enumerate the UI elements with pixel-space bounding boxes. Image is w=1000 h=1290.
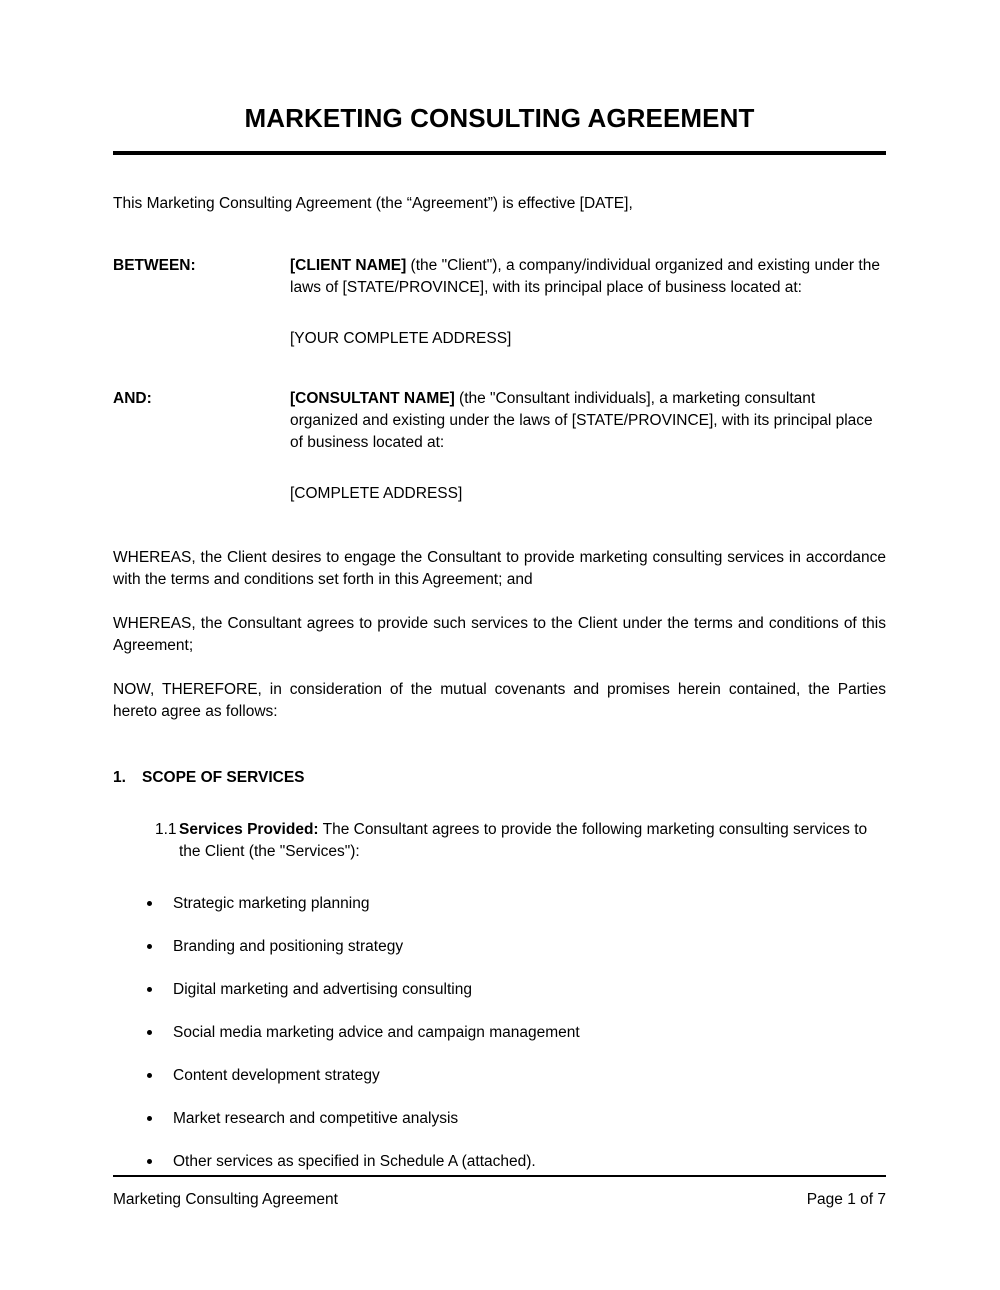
list-item <box>113 936 886 958</box>
service-item-label: Branding and positioning strategy <box>173 937 404 955</box>
client-address-placeholder: [YOUR COMPLETE ADDRESS] <box>290 329 512 347</box>
party-block-consultant <box>113 350 886 505</box>
client-description: (the "Client"), a company/individual organized and existing under the laws of [STATE/PROVINCE], with its principal place of business located at: <box>290 256 880 296</box>
footer-page-number: Page 1 of 7 <box>806 1191 886 1208</box>
service-item-label: Content development strategy <box>173 1066 380 1084</box>
party-details-client <box>290 255 886 350</box>
recital-whereas-consultant: WHEREAS, the Consultant agrees to provide such services to the Client under the terms and conditions of this Agreement; <box>113 614 886 654</box>
recital-now-therefore: NOW, THEREFORE, in consideration of the mutual covenants and promises herein contained, the Parties hereto agree as follows: <box>113 680 886 720</box>
recital-whereas-client: WHEREAS, the Client desires to engage the Consultant to provide marketing consulting services in accordance with the terms and conditions set forth in this Agreement; and <box>113 548 886 588</box>
party-label-between: BETWEEN: <box>113 256 196 274</box>
list-item <box>113 1065 886 1087</box>
client-name-placeholder: [CLIENT NAME] <box>290 256 407 274</box>
service-item-label: Strategic marketing planning <box>173 894 370 912</box>
party-label-and: AND: <box>113 389 152 407</box>
clause-text-remainder: The Consultant agrees to provide the following marketing consulting services to the Client (the "Services"): <box>179 820 868 860</box>
consultant-address-placeholder: [COMPLETE ADDRESS] <box>290 484 463 502</box>
section-title: SCOPE OF SERVICES <box>142 768 305 786</box>
list-item <box>113 1022 886 1044</box>
footer-document-name: Marketing Consulting Agreement <box>113 1191 338 1208</box>
clause-1-1 <box>113 787 886 863</box>
list-item <box>113 893 886 915</box>
consultant-description: (the "Consultant individuals], a marketing consultant organized and existing under the laws of [STATE/PROVINCE], with its principal place of business located at: <box>290 389 873 451</box>
section-number: 1. <box>113 768 126 786</box>
consultant-identification <box>290 388 886 454</box>
party-block-client <box>113 215 886 350</box>
service-item-label: Digital marketing and advertising consulting <box>173 980 472 998</box>
footer-content <box>113 1177 886 1209</box>
document-content <box>113 0 886 1173</box>
section-heading-scope-of-services <box>113 723 886 787</box>
page-title: MARKETING CONSULTING AGREEMENT <box>244 103 755 133</box>
consultant-name-placeholder: [CONSULTANT NAME] <box>290 389 455 407</box>
page-footer <box>113 1175 886 1209</box>
clause-body <box>179 819 886 863</box>
client-identification <box>290 255 886 299</box>
list-item <box>113 979 886 1001</box>
services-list <box>113 863 886 1173</box>
effective-date-paragraph: This Marketing Consulting Agreement (the “Agreement”) is effective [DATE], <box>113 194 633 212</box>
party-details-consultant <box>290 388 886 505</box>
service-item-label: Other services as specified in Schedule A (attached). <box>173 1152 536 1170</box>
list-item <box>113 1151 886 1173</box>
clause-lead-in: Services Provided: <box>179 820 319 838</box>
service-item-label: Market research and competitive analysis <box>173 1109 459 1127</box>
clause-number: 1.1 <box>155 820 177 838</box>
list-item <box>113 1108 886 1130</box>
service-item-label: Social media marketing advice and campaign management <box>173 1023 580 1041</box>
